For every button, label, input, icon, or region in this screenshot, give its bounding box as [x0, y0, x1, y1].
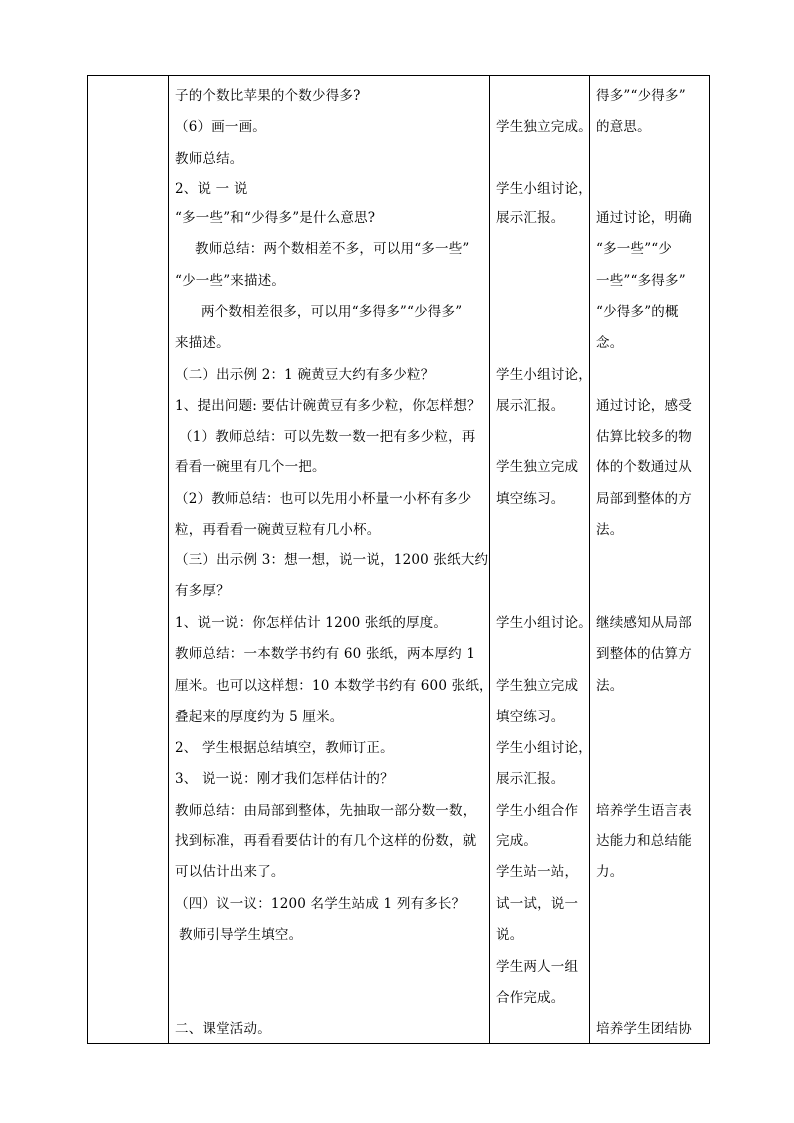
process-line: 教师总结：一本数学书约有 60 张纸，两本厚约 1: [175, 646, 476, 662]
intent-line: 的意思。: [596, 119, 651, 135]
student-line: 说。: [496, 927, 524, 943]
student-line: 学生小组讨论，: [496, 740, 592, 756]
lesson-plan-table: [87, 75, 710, 1044]
student-line: 展示汇报。: [496, 210, 565, 226]
student-line: 学生小组讨论，: [496, 181, 592, 197]
process-line: 子的个数比苹果的个数少得多?: [175, 88, 361, 104]
student-line: 展示汇报。: [496, 771, 565, 787]
process-line: 来描述。: [175, 335, 230, 351]
stage-column-cell: [88, 76, 169, 1044]
process-line: （6）画一画。: [175, 119, 266, 135]
process-line: 教师总结：两个数相差不多，可以用“多一些”: [195, 241, 470, 257]
intent-line: “多一些”“少: [596, 241, 673, 257]
intent-line: 得多”“少得多”: [596, 88, 686, 104]
student-line: 学生独立完成: [496, 678, 579, 694]
table-row: [88, 76, 710, 1044]
student-line: 学生独立完成。: [496, 119, 592, 135]
process-line: “多一些”和“少得多”是什么意思?: [175, 210, 376, 226]
intent-line: 法。: [596, 678, 624, 694]
process-line: 看看一碗里有几个一把。: [175, 459, 326, 475]
intent-line: 通过讨论，明确: [596, 210, 692, 226]
process-line: 1、说一说：你怎样估计 1200 张纸的厚度。: [175, 615, 448, 631]
intent-line: 体的个数通过从: [596, 459, 692, 475]
intent-line: 通过讨论，感受: [596, 398, 692, 414]
process-line: “少一些”来描述。: [175, 273, 286, 289]
process-line: 二、课堂活动。: [175, 1021, 271, 1037]
process-line: （二）出示例 2：1 碗黄豆大约有多少粒？: [175, 367, 435, 383]
process-line: 1、提出问题: 要估计碗黄豆有多少粒，你怎样想？: [175, 398, 481, 414]
student-line: 试一试，说一: [496, 896, 579, 912]
intent-line: 到整体的估算方: [596, 646, 692, 662]
process-line: （1）教师总结：可以先数一数一把有多少粒，再: [179, 429, 476, 445]
student-line: 填空练习。: [496, 709, 565, 725]
process-line: （三）出示例 3：想一想，说一说，1200 张纸大约: [175, 552, 489, 568]
intent-line: “少得多”的概: [596, 304, 679, 320]
intent-line: 达能力和总结能: [596, 833, 692, 849]
process-line: 有多厚？: [175, 583, 230, 599]
student-line: 合作完成。: [496, 990, 565, 1006]
student-line: 学生小组合作: [496, 803, 579, 819]
student-line: 完成。: [496, 833, 538, 849]
process-line: 2、 学生根据总结填空，教师订正。: [175, 740, 394, 756]
student-line: 学生站一站，: [496, 864, 579, 880]
process-line: （2）教师总结：也可以先用小杯量一小杯有多少: [175, 491, 472, 507]
teaching-process-cell: [169, 76, 493, 1044]
intent-line: 法。: [596, 522, 624, 538]
process-line: 可以估计出来了。: [175, 864, 285, 880]
process-line: 粒，再看看一碗黄豆粒有几小杯。: [175, 522, 381, 538]
process-line: 教师总结。: [175, 151, 244, 167]
process-line: 厘米。也可以这样想：10 本数学书约有 600 张纸，: [175, 678, 493, 694]
intent-line: 一些”“多得多”: [596, 273, 686, 289]
process-line: 找到标准，再看看要估计的有几个这样的份数，就: [175, 833, 477, 849]
student-line: 学生小组讨论，: [496, 367, 592, 383]
student-line: 学生独立完成: [496, 459, 579, 475]
student-activity-cell: [490, 76, 590, 1044]
process-line: 两个数相差很多，可以用“多得多”“少得多”: [201, 304, 463, 320]
intent-line: 念。: [596, 335, 624, 351]
design-intent-cell: [590, 76, 710, 1044]
intent-line: 力。: [596, 864, 624, 880]
process-line: 教师引导学生填空。: [179, 927, 303, 943]
student-line: 展示汇报。: [496, 398, 565, 414]
student-line: 学生两人一组: [496, 959, 579, 975]
student-line: 学生小组讨论。: [496, 615, 592, 631]
intent-line: 估算比较多的物: [596, 429, 692, 445]
intent-line: 继续感知从局部: [596, 615, 692, 631]
process-line: 叠起来的厚度约为 5 厘米。: [175, 709, 344, 725]
intent-line: 局部到整体的方: [596, 491, 692, 507]
intent-line: 培养学生语言表: [596, 803, 692, 819]
process-line: 2、说 一 说: [175, 181, 248, 197]
process-line: 教师总结：由局部到整体，先抽取一部分数一数，: [175, 803, 477, 819]
process-line: 3、 说一说：刚才我们怎样估计的？: [175, 771, 394, 787]
process-line: （四）议一议：1200 名学生站成 1 列有多长？: [175, 896, 466, 912]
student-line: 填空练习。: [496, 491, 565, 507]
intent-line: 培养学生团结协: [596, 1021, 692, 1037]
